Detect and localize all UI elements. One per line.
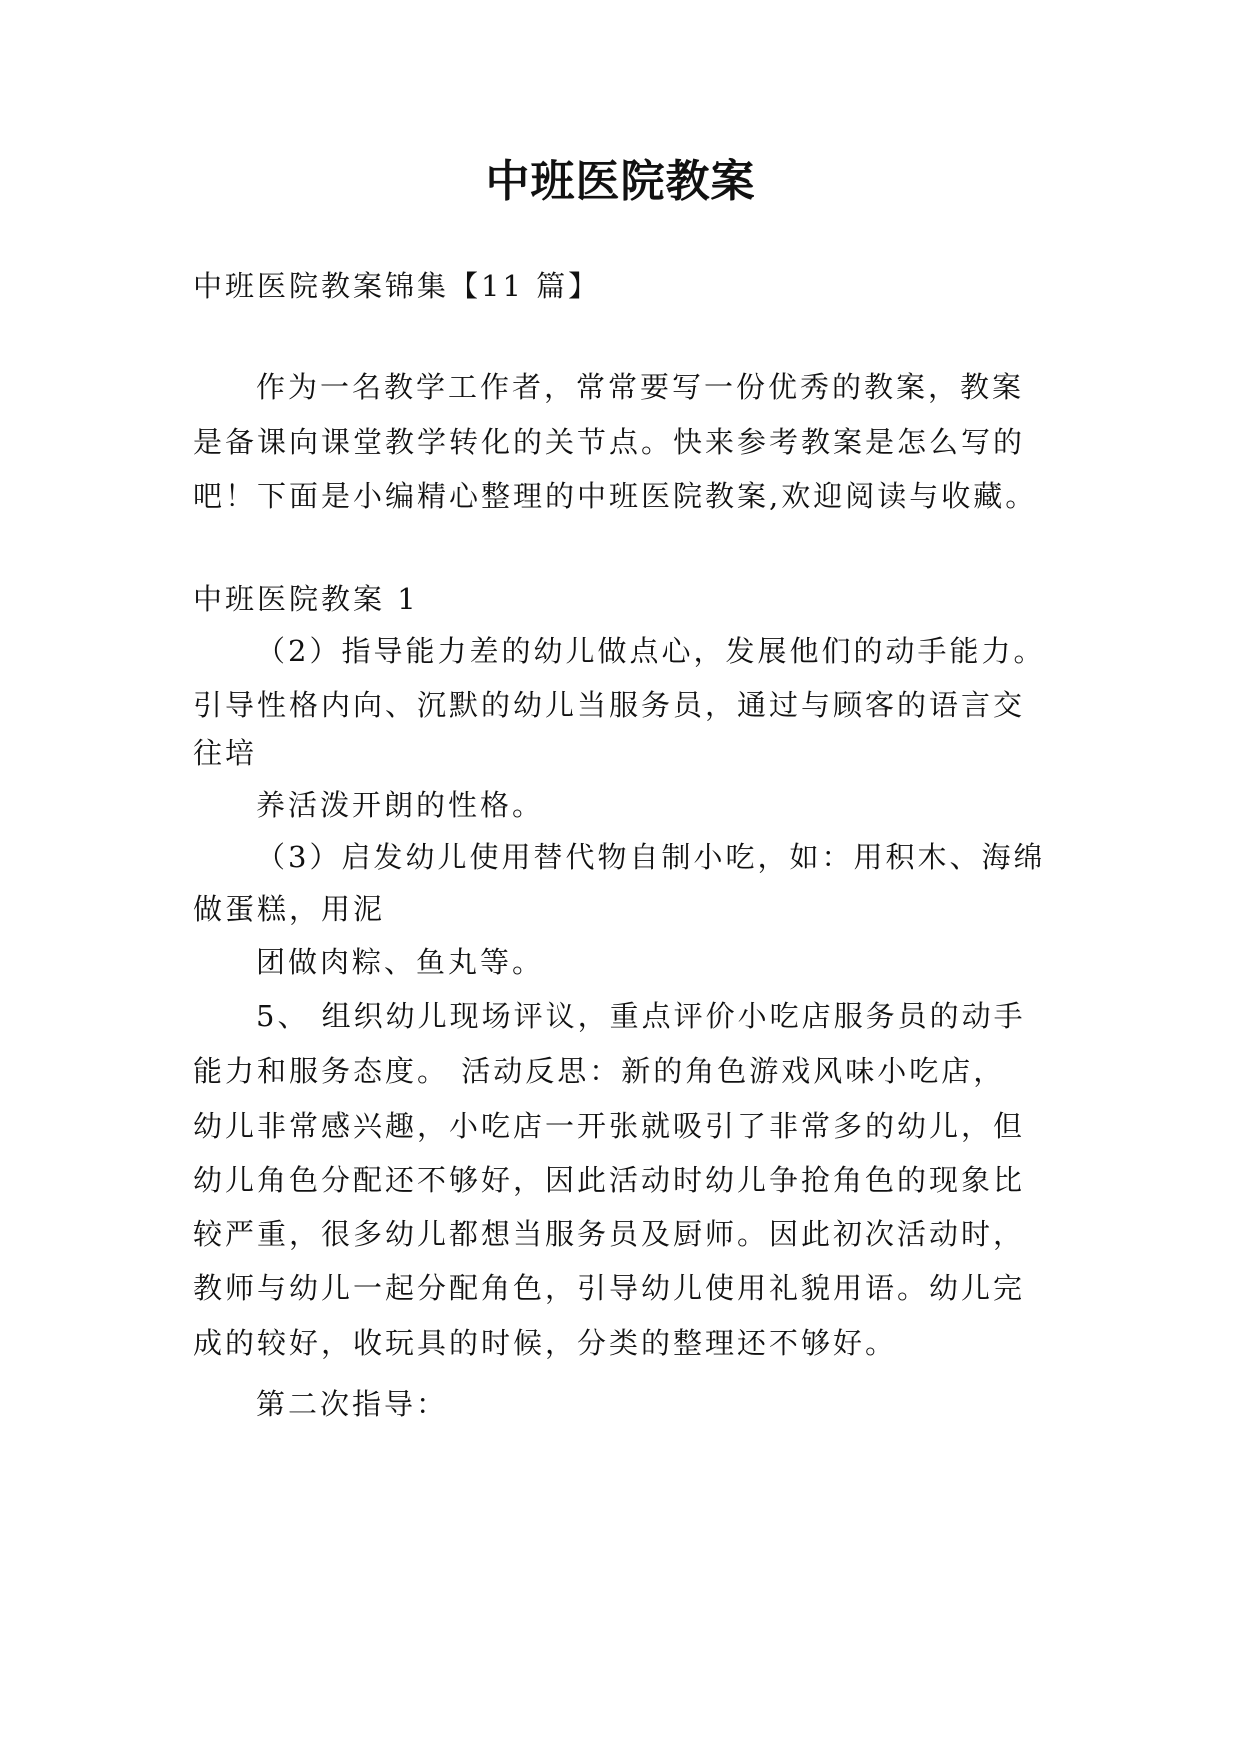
page-title: 中班医院教案 bbox=[485, 156, 756, 207]
section-heading: 中班医院教案 1 bbox=[193, 582, 419, 616]
body-line: 教师与幼儿一起分配角色，引导幼儿使用礼貌用语。幼儿完 bbox=[193, 1271, 1026, 1305]
body-line: 能力和服务态度。 活动反思：新的角色游戏风味小吃店， bbox=[193, 1054, 1006, 1088]
body-line: 团做肉粽、鱼丸等。 bbox=[256, 945, 545, 979]
body-line: 幼儿非常感兴趣，小吃店一开张就吸引了非常多的幼儿，但 bbox=[193, 1109, 1026, 1143]
body-line: （2）指导能力差的幼儿做点心，发展他们的动手能力。 bbox=[256, 634, 1046, 668]
body-line: 5、 组织幼儿现场评议，重点评价小吃店服务员的动手 bbox=[256, 999, 1026, 1033]
body-line: 较严重，很多幼儿都想当服务员及厨师。因此初次活动时， bbox=[193, 1217, 1026, 1251]
body-line: 第二次指导： bbox=[256, 1387, 449, 1421]
body-line: 成的较好，收玩具的时候，分类的整理还不够好。 bbox=[193, 1326, 898, 1360]
intro-line: 吧！下面是小编精心整理的中班医院教案,欢迎阅读与收藏。 bbox=[193, 479, 1038, 513]
body-line: 引导性格内向、沉默的幼儿当服务员，通过与顾客的语言交 bbox=[193, 688, 1026, 722]
body-line: （3）启发幼儿使用替代物自制小吃，如：用积木、海绵 bbox=[256, 840, 1046, 874]
body-line: 往培 bbox=[193, 736, 258, 770]
intro-line: 作为一名教学工作者，常常要写一份优秀的教案，教案 bbox=[256, 370, 1025, 404]
body-line: 做蛋糕，用泥 bbox=[193, 892, 386, 926]
document-subtitle: 中班医院教案锦集【11 篇】 bbox=[193, 269, 601, 303]
intro-line: 是备课向课堂教学转化的关节点。快来参考教案是怎么写的 bbox=[193, 425, 1026, 459]
body-line: 幼儿角色分配还不够好，因此活动时幼儿争抢角色的现象比 bbox=[193, 1163, 1026, 1197]
body-line: 养活泼开朗的性格。 bbox=[256, 788, 545, 822]
